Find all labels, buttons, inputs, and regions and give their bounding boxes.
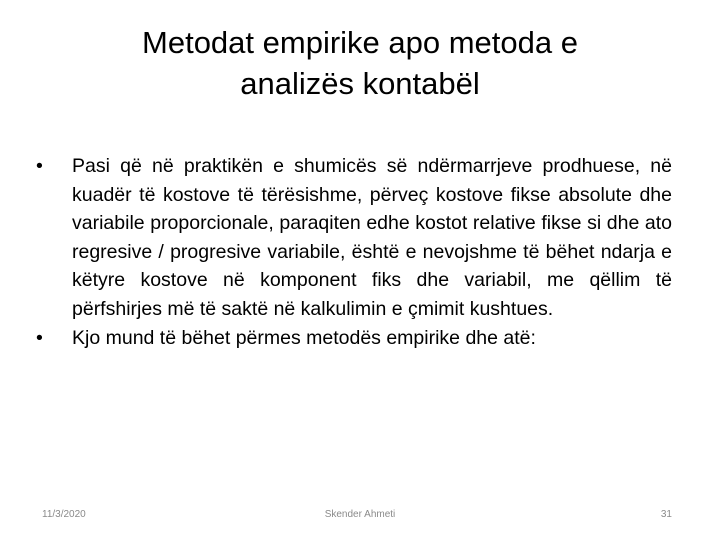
footer-page-number: 31 bbox=[660, 509, 672, 520]
slide-body bbox=[36, 152, 672, 352]
slide-title bbox=[60, 22, 660, 104]
bullet-text-2: Kjo mund të bëhet përmes metodës empirike dhe atë: bbox=[72, 326, 536, 349]
footer-author: Skender Ahmeti bbox=[324, 509, 396, 520]
slide-title-line-2: analizës kontabël bbox=[240, 66, 480, 101]
bullet-text-1: Pasi që në praktikën e shumicës së ndërmarrjeve prodhuese, në kuadër të kostove të tërësishme, përveç kostove fikse absolute dhe variabile proporcionale, paraqiten edhe kostot relative fikse si dhe ato regresive / progresive variabile, është e nevojshme të bëhet ndarja e këtyre kostove në komponent fiks dhe variabil, me qëllim të përfshirjes më të saktë në kalkulimin e çmimit kushtues. bbox=[72, 155, 672, 320]
bullet-dot-icon: • bbox=[36, 326, 43, 349]
bullet-dot-icon: • bbox=[36, 155, 43, 177]
slide-title-line-1: Metodat empirike apo metoda e bbox=[142, 25, 578, 60]
bullet-item-1 bbox=[36, 152, 672, 324]
footer-date: 11/3/2020 bbox=[42, 509, 86, 520]
bullet-item-2 bbox=[36, 324, 672, 353]
